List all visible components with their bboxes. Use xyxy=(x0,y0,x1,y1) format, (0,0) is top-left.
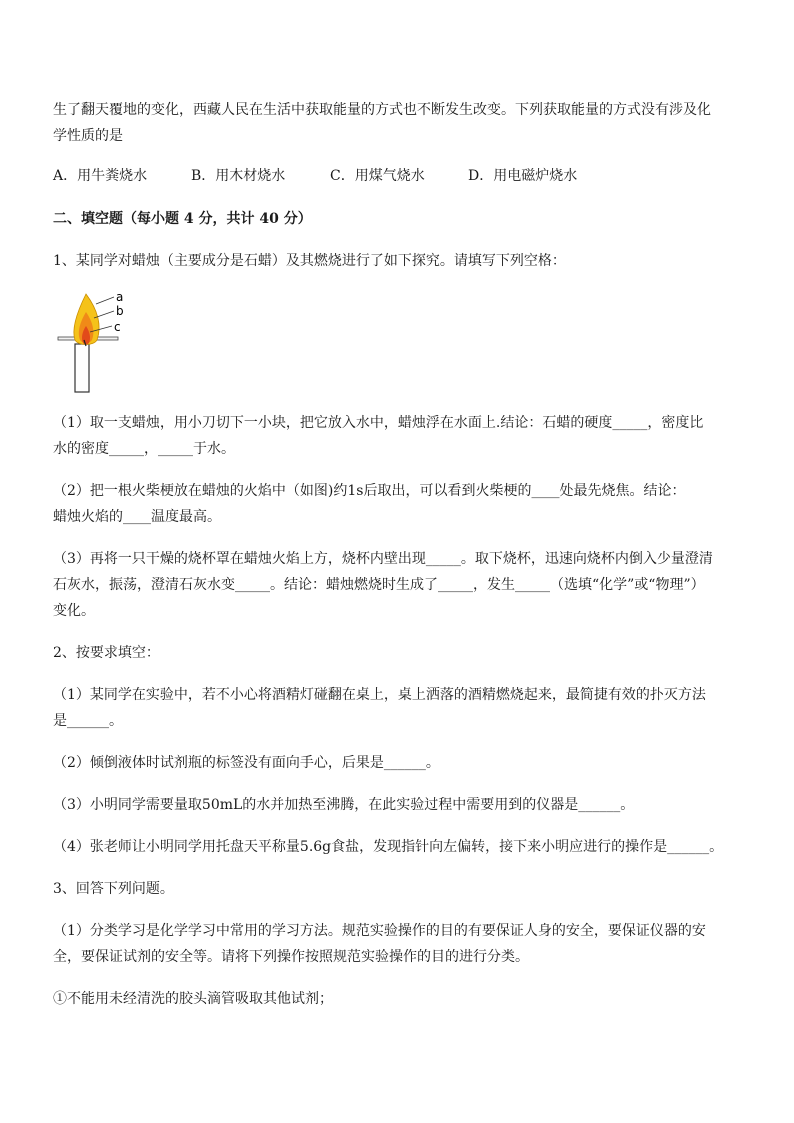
question-intro-line-2: 学性质的是 xyxy=(53,128,123,144)
q1-stem: 1、某同学对蜡烛（主要成分是石蜡）及其燃烧进行了如下探究。请填写下列空格： xyxy=(53,253,566,269)
q1-part2-line-2: 蜡烛火焰的____温度最高。 xyxy=(53,509,221,525)
q1-part1-line-1: （1）取一支蜡烛，用小刀切下一小块，把它放入水中，蜡烛浮在水面上.结论：石蜡的硬度_____，密度比 xyxy=(53,415,704,431)
question-intro-line-1: 生了翻天覆地的变化，西藏人民在生活中获取能量的方式也不断发生改变。下列获取能量的方式没有涉及化 xyxy=(53,102,711,118)
figure-label-a: a xyxy=(116,290,124,304)
q2-stem: 2、按要求填空： xyxy=(53,645,160,661)
q1-part3-line-3: 变化。 xyxy=(53,603,95,619)
q2-part1-line-1: （1）某同学在实验中，若不小心将酒精灯碰翻在桌上，桌上洒落的酒精燃烧起来，最简捷有效的扑灭方法 xyxy=(53,687,706,703)
figure-label-b: b xyxy=(116,304,124,318)
q2-part1-line-2: 是______。 xyxy=(53,713,123,729)
q1-part1-line-2: 水的密度_____，_____于水。 xyxy=(53,441,235,457)
answer-options xyxy=(53,163,753,189)
q1-part2-line-1: （2）把一根火柴梗放在蜡烛的火焰中（如图)约1s后取出，可以看到火柴梗的____处最先烧焦。结论： xyxy=(53,483,686,499)
q2-part4: （4）张老师让小明同学用托盘天平称量5.6g食盐，发现指针向左偏转，接下来小明应进行的操作是______。 xyxy=(53,839,724,855)
q3-part1-line-1: （1）分类学习是化学学习中常用的学习方法。规范实验操作的目的有要保证人身的安全，要保证仪器的安 xyxy=(53,923,706,939)
q3-part1-line-2: 全，要保证试剂的安全等。请将下列操作按照规范实验操作的目的进行分类。 xyxy=(53,949,529,965)
q3-item-1: ①不能用未经清洗的胶头滴管吸取其他试剂； xyxy=(53,991,333,1007)
option-b: B．用木材烧水 xyxy=(191,168,286,184)
leader-line-a xyxy=(96,297,114,304)
figure-label-c: c xyxy=(114,320,121,334)
option-c: C．用煤气烧水 xyxy=(330,168,425,184)
q1-part3-line-2: 石灰水，振荡，澄清石灰水变_____。结论：蜡烛燃烧时生成了_____，发生_____（选填“化学”或“物理”） xyxy=(53,577,705,593)
q1-part3-line-1: （3）再将一只干燥的烧杯罩在蜡烛火焰上方，烧杯内壁出现_____。取下烧杯，迅速向烧杯内倒入少量澄清 xyxy=(53,551,713,567)
candle-illustration xyxy=(56,288,146,394)
candle-flame-figure xyxy=(56,288,146,394)
q2-part2: （2）倾倒液体时试剂瓶的标签没有面向手心，后果是______。 xyxy=(53,755,440,771)
q2-part3: （3）小明同学需要量取50mL的水并加热至沸腾，在此实验过程中需要用到的仪器是______。 xyxy=(53,797,635,813)
option-a: A．用牛粪烧水 xyxy=(53,168,148,184)
candle-body xyxy=(75,344,89,392)
section-title: 二、填空题（每小题 4 分，共计 40 分） xyxy=(53,211,312,227)
q3-stem: 3、回答下列问题。 xyxy=(53,881,174,897)
option-d: D．用电磁炉烧水 xyxy=(468,168,578,184)
